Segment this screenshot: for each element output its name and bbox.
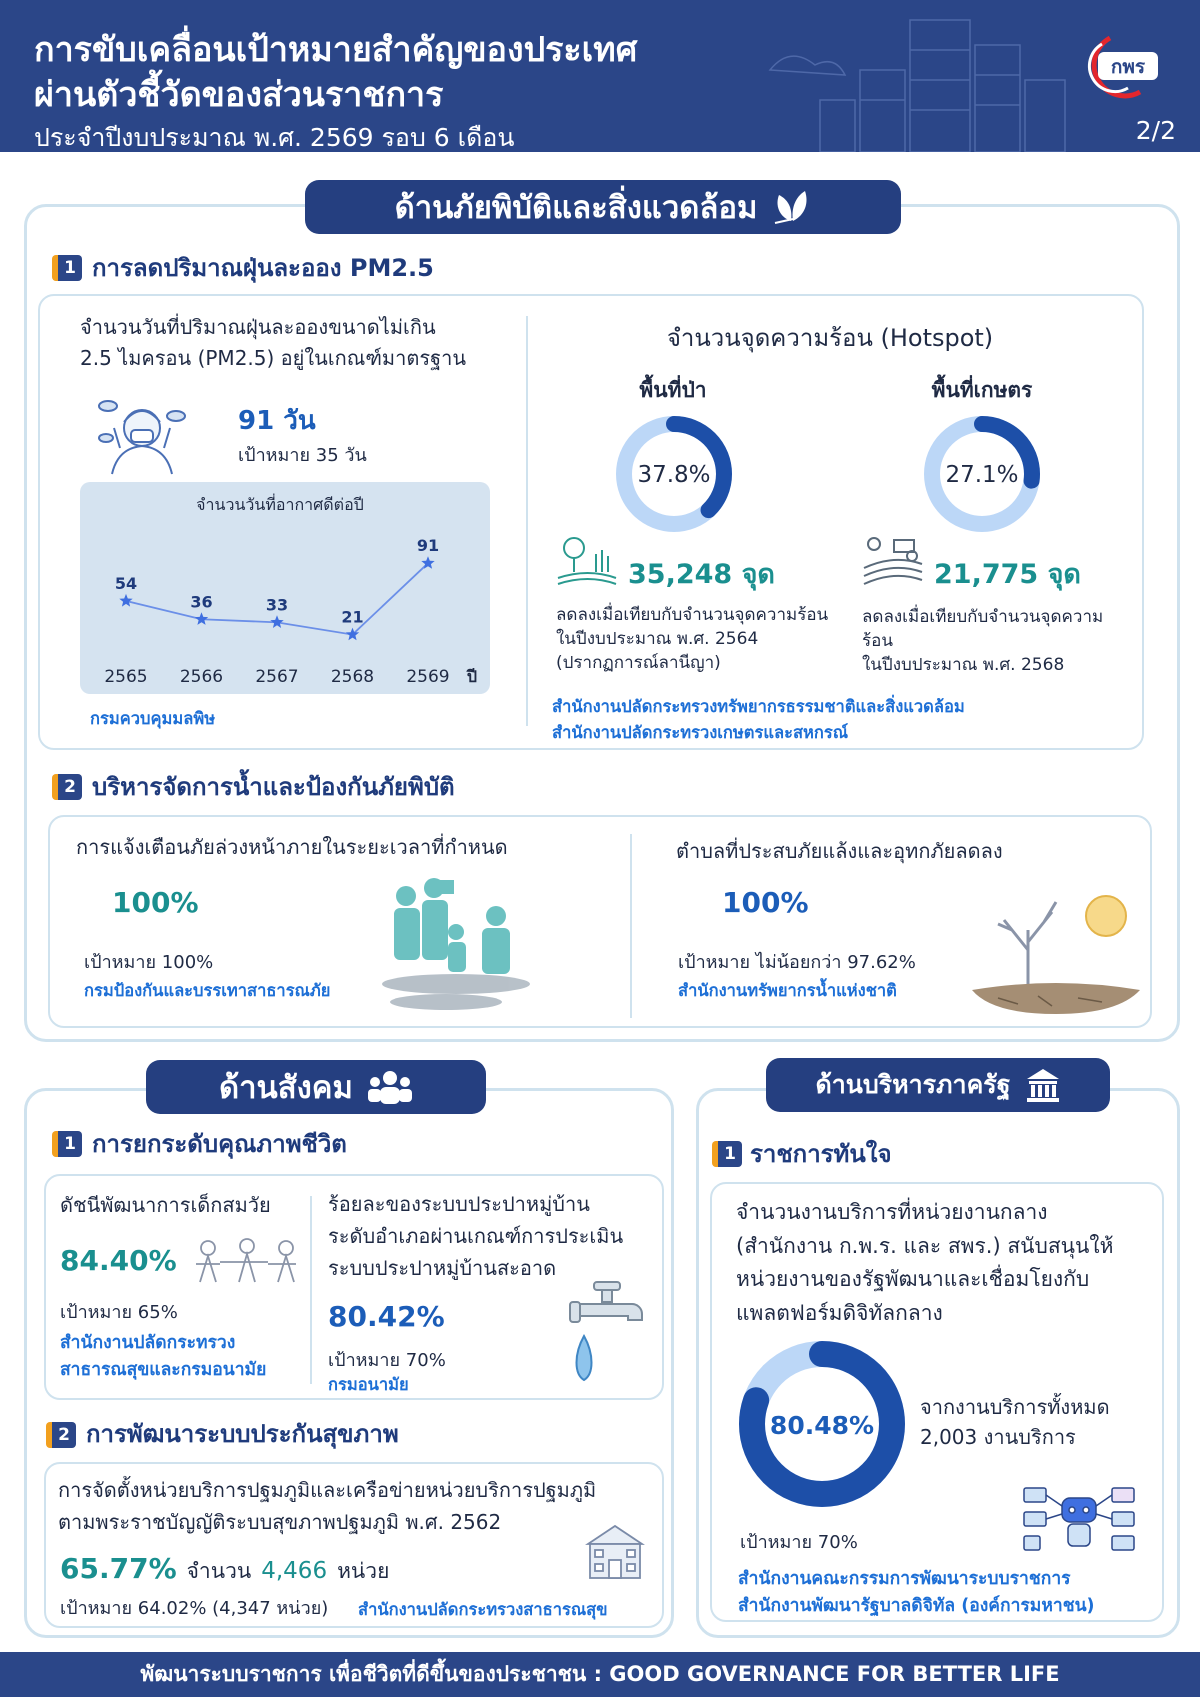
- chart-x-tick-label: 2567: [255, 667, 299, 687]
- card-divider: [310, 1196, 312, 1384]
- primary-care-target: เป้าหมาย 64.02% (4,347 หน่วย): [60, 1598, 329, 1619]
- child-development-desc: ดัชนีพัฒนาการเด็กสมวัย: [60, 1193, 271, 1217]
- chart-x-tick-label: 2565: [104, 667, 148, 687]
- pm25-section-title: การลดปริมาณฝุ่นละออง PM2.5: [92, 254, 434, 282]
- section-number-badge: 1: [52, 1131, 82, 1157]
- people-icon: [367, 1068, 413, 1106]
- chart-title: จำนวนวันที่อากาศดีต่อปี: [196, 495, 364, 514]
- forest-label: พื้นที่ป่า: [639, 378, 707, 402]
- mask-person-icon: [98, 392, 186, 476]
- section-number-badge: 2: [52, 774, 82, 800]
- forest-hotspot-note: ลดลงเมื่อเทียบกับจำนวนจุดความร้อน ในปีงบประมาณ พ.ศ. 2564 (ปรากฏการณ์ลานีญา): [556, 605, 829, 673]
- children-icon: [192, 1236, 302, 1288]
- leaf-icon: [771, 189, 811, 225]
- village-water-source: กรมอนามัย: [328, 1375, 409, 1394]
- svg-text:กพร: กพร: [1110, 56, 1146, 78]
- water-section-title: บริหารจัดการน้ำและป้องกันภัยพิบัติ: [92, 773, 455, 801]
- header-title-line2: ผ่านตัวชี้วัดของส่วนราชการ: [34, 75, 444, 115]
- forest-hotspot-count: 35,248 จุด: [628, 559, 775, 590]
- drought-flood-value: 100%: [722, 886, 809, 919]
- express-service-donut: [738, 1340, 906, 1508]
- section-number-badge: 2: [46, 1422, 76, 1448]
- drought-flood-source: สำนักงานทรัพยากรน้ำแห่งชาติ: [678, 981, 897, 1000]
- chart-x-tick-label: 2566: [179, 667, 224, 687]
- chart-data-label: 21: [341, 607, 364, 627]
- count-prefix: จำนวน: [186, 1559, 252, 1583]
- express-service-title: ราชการทันใจ: [750, 1140, 892, 1168]
- chart-point: [195, 612, 208, 625]
- government-building-icon: [1025, 1067, 1061, 1103]
- pm25-target: เป้าหมาย 35 วัน: [238, 445, 367, 466]
- hospital-building-icon: [582, 1522, 648, 1582]
- pm25-days-value: 91 วัน: [238, 406, 316, 436]
- primary-care-value: 65.77%: [60, 1552, 177, 1585]
- primary-care-value-row: [60, 1552, 389, 1588]
- forest-field-icon: [556, 534, 618, 588]
- social-title: ด้านสังคม: [219, 1070, 353, 1106]
- hotspot-sources: สำนักงานปลัดกระทรวงทรัพยากรธรรมชาติและสิ่งแวดล้อม สำนักงานปลัดกระทรวงเกษตรและสหกรณ์: [552, 697, 965, 742]
- chart-xlabel: ปี: [466, 667, 478, 686]
- primary-care-source: สำนักงานปลัดกระทรวงสาธารณสุข: [358, 1600, 608, 1619]
- agri-label: พื้นที่เกษตร: [931, 378, 1033, 402]
- pm25-source: กรมควบคุมมลพิษ: [90, 709, 216, 728]
- city-skyline-illustration: [760, 0, 1100, 152]
- village-water-desc: ร้อยละของระบบประปาหมู่บ้าน ระดับอำเภอผ่านเกณฑ์การประเมิน ระบบประปาหมู่บ้านสะอาด: [328, 1192, 624, 1280]
- government-title: ด้านบริหารภาครัฐ: [815, 1070, 1011, 1099]
- early-warning-target: เป้าหมาย 100%: [84, 952, 214, 973]
- card-divider: [526, 316, 528, 726]
- drought-tree-illustration: [968, 880, 1144, 1016]
- forest-percent: 37.8%: [637, 462, 711, 488]
- flood-family-illustration: [376, 876, 532, 1018]
- forest-donut: [614, 414, 734, 534]
- chart-point: [119, 594, 132, 607]
- express-service-desc: จำนวนงานบริการที่หน่วยงานกลาง (สำนักงาน ก.พ.ร. และ สพร.) สนับสนุนให้ หน่วยงานของรัฐพัฒนาและเชื่อมโยงกับ แพลตฟอร์มดิจิทัลกลาง: [736, 1200, 1114, 1325]
- child-development-target: เป้าหมาย 65%: [60, 1302, 178, 1323]
- good-air-days-chart: [80, 482, 490, 694]
- count-suffix: หน่วย: [337, 1559, 390, 1583]
- agri-hotspot-count: 21,775 จุด: [934, 559, 1081, 590]
- express-service-total: จากงานบริการทั้งหมด 2,003 งานบริการ: [920, 1395, 1110, 1449]
- hotspot-title: จำนวนจุดความร้อน (Hotspot): [666, 324, 994, 352]
- early-warning-desc: การแจ้งเตือนภัยล่วงหน้าภายในระยะเวลาที่กำหนด: [76, 835, 508, 859]
- government-title-pill: [766, 1058, 1110, 1112]
- ai-robot-dashboard-icon: [1020, 1484, 1138, 1554]
- express-service-percent: 80.48%: [769, 1411, 875, 1440]
- pm25-description: จำนวนวันที่ปริมาณฝุ่นละอองขนาดไม่เกิน 2.5 ไมครอน (PM2.5) อยู่ในเกณฑ์มาตรฐาน: [80, 315, 467, 370]
- primary-care-count: 4,466: [261, 1558, 328, 1584]
- chart-data-label: 91: [416, 536, 440, 556]
- environment-title-pill: [305, 180, 901, 234]
- page-header: [0, 0, 1200, 152]
- chart-point: [270, 615, 283, 628]
- early-warning-value: 100%: [112, 886, 199, 919]
- chart-data-label: 54: [114, 573, 138, 593]
- page-footer: พัฒนาระบบราชการ เพื่อชีวิตที่ดีขึ้นของประชาชน : GOOD GOVERNANCE FOR BETTER LIFE: [0, 1652, 1200, 1697]
- environment-title: ด้านภัยพิบัติและสิ่งแวดล้อม: [394, 190, 758, 226]
- village-water-target: เป้าหมาย 70%: [328, 1350, 446, 1371]
- drought-flood-target: เป้าหมาย ไม่น้อยกว่า 97.62%: [678, 952, 916, 973]
- agri-hotspot-note: ลดลงเมื่อเทียบกับจำนวนจุดความร้อน ในปีงบประมาณ พ.ศ. 2568: [862, 607, 1104, 675]
- header-subtitle: ประจำปีงบประมาณ พ.ศ. 2569 รอบ 6 เดือน: [34, 123, 515, 152]
- agri-percent: 27.1%: [945, 462, 1019, 488]
- card-divider: [630, 834, 632, 1018]
- header-title-line1: การขับเคลื่อนเป้าหมายสำคัญของประเทศ: [34, 30, 638, 70]
- farm-tractor-icon: [862, 534, 924, 588]
- chart-data-label: 36: [190, 592, 213, 612]
- early-warning-source: กรมป้องกันและบรรเทาสาธารณภัย: [84, 981, 331, 1000]
- page-number: 2/2: [1135, 116, 1176, 145]
- section-number-badge: 1: [712, 1141, 742, 1167]
- section-number-badge: 1: [52, 255, 82, 281]
- child-development-value: 84.40%: [60, 1244, 177, 1277]
- social-title-pill: [146, 1060, 486, 1114]
- village-water-value: 80.42%: [328, 1300, 445, 1333]
- express-service-sources: สำนักงานคณะกรรมการพัฒนาระบบราชการ สำนักงานพัฒนารัฐบาลดิจิทัล (องค์การมหาชน): [738, 1569, 1095, 1617]
- health-insurance-title: การพัฒนาระบบประกันสุขภาพ: [86, 1420, 399, 1448]
- chart-data-label: 33: [265, 595, 289, 615]
- opdc-logo: [1080, 30, 1162, 100]
- primary-care-desc: การจัดตั้งหน่วยบริการปฐมภูมิและเครือข่ายหน่วยบริการปฐมภูมิ ตามพระราชบัญญัติระบบสุขภาพปฐมภูมิ พ.ศ. 2562: [58, 1478, 597, 1534]
- line-chart-svg: [80, 482, 490, 694]
- drought-flood-desc: ตำบลที่ประสบภัยแล้งและอุทกภัยลดลง: [676, 839, 1003, 863]
- child-development-source: สำนักงานปลัดกระทรวง สาธารณสุขและกรมอนามัย: [60, 1333, 267, 1381]
- chart-x-tick-label: 2569: [406, 667, 450, 687]
- water-tap-icon: [566, 1278, 652, 1390]
- agri-donut: [922, 414, 1042, 534]
- chart-x-tick-label: 2568: [330, 667, 375, 687]
- quality-of-life-title: การยกระดับคุณภาพชีวิต: [92, 1130, 347, 1158]
- express-service-target: เป้าหมาย 70%: [740, 1532, 858, 1553]
